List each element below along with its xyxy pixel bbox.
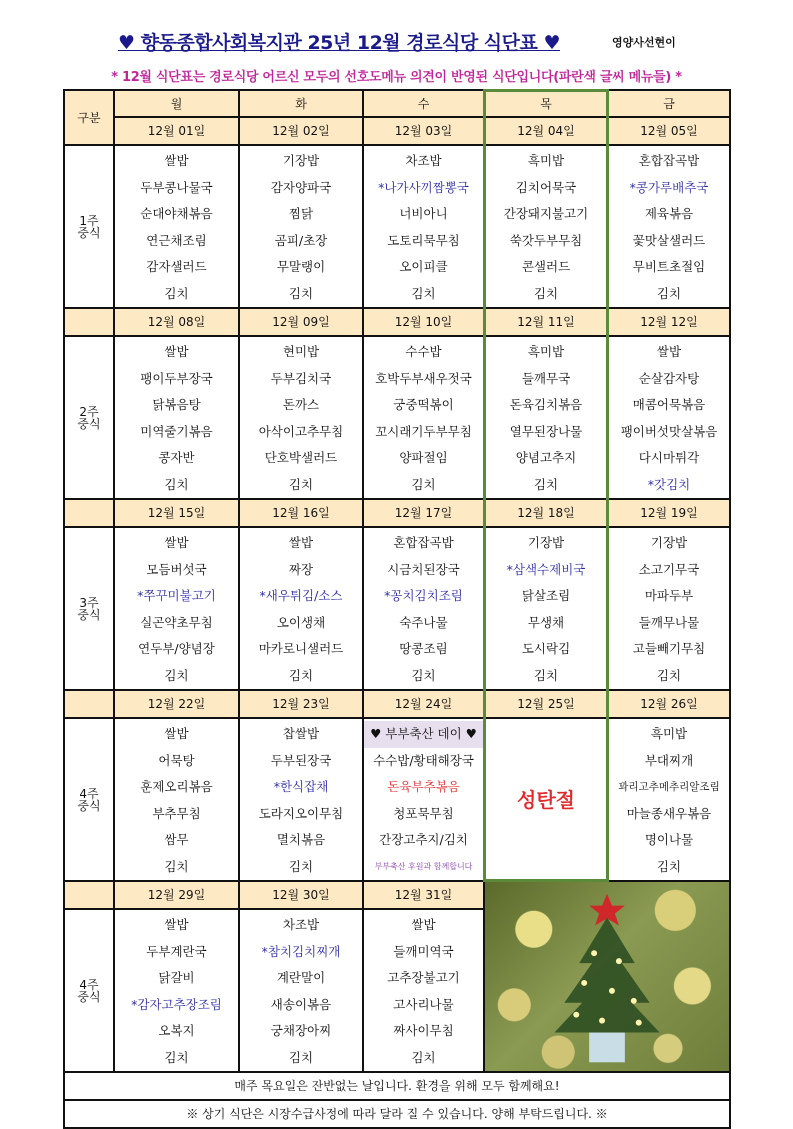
- menu-item: 김치: [411, 667, 436, 683]
- menu-item: 쌀밥: [288, 535, 314, 550]
- date-row: [64, 499, 730, 527]
- menu-item: 김치: [288, 285, 314, 301]
- header: [0, 28, 793, 58]
- menu-item: 어묵탕: [158, 752, 195, 768]
- menu-item: 명이나물: [644, 832, 694, 847]
- special-menu-item: 돈육부추볶음: [387, 779, 460, 794]
- menu-item: 쌀밥: [164, 153, 189, 168]
- date-cell: 12월 09일: [239, 308, 363, 336]
- menu-cell: [363, 718, 484, 881]
- menu-item: 멸치볶음: [276, 832, 326, 847]
- menu-item: 순살감자탕: [638, 370, 700, 386]
- preferred-menu-item: *감자고추장조림: [131, 996, 222, 1012]
- menu-item: 순대야채볶음: [140, 206, 213, 221]
- menu-item: 김치: [656, 667, 682, 683]
- menu-item: 두부김치국: [270, 370, 332, 386]
- menu-item: 흑미밥: [650, 726, 688, 741]
- day-thu: 목: [484, 90, 608, 117]
- menu-item: 두부콩나물국: [140, 179, 213, 195]
- date-cell: 12월 25일: [484, 690, 608, 718]
- menu-item: 기장밥: [650, 535, 688, 550]
- menu-item: 김치: [533, 667, 559, 683]
- menu-cell: [114, 527, 239, 690]
- holiday-label: 성탄절: [517, 787, 575, 812]
- menu-item: 짜사이무침: [393, 1023, 454, 1038]
- date-cell: 12월 22일: [114, 690, 239, 718]
- menu-cell: [239, 527, 363, 690]
- menu-item: 들깨미역국: [393, 943, 454, 959]
- holiday-cell: [484, 718, 608, 881]
- menu-item: 김치어묵국: [515, 179, 577, 195]
- menu-item: 김치: [164, 1049, 189, 1065]
- menu-item: 김치: [164, 285, 189, 301]
- menu-item: 청포묵무침: [393, 805, 454, 821]
- menu-cell: [608, 145, 730, 308]
- preferred-menu-item: *콩가루배추국: [629, 179, 709, 195]
- menu-item: 김치: [411, 476, 436, 492]
- menu-item: 돈육김치볶음: [509, 397, 583, 412]
- menu-item: 들깨무국: [521, 370, 571, 386]
- menu-item: 콩자반: [158, 450, 195, 465]
- menu-item: 찹쌀밥: [282, 726, 320, 741]
- meal-type: 중식: [77, 798, 101, 813]
- menu-cell: [114, 909, 239, 1072]
- preferred-menu-item: *쭈꾸미불고기: [137, 588, 216, 603]
- menu-cell: [114, 336, 239, 499]
- menu-change-disclaimer: ※ 상기 식단은 시장수급사정에 따라 달라 질 수 있습니다. 양해 부탁드립니다. ※: [64, 1100, 730, 1128]
- week-number: 4주: [79, 786, 99, 801]
- menu-item: 호박두부새우젓국: [375, 370, 472, 386]
- date-cell: 12월 08일: [114, 308, 239, 336]
- menu-cell: [608, 527, 730, 690]
- day-tue: 화: [239, 90, 363, 117]
- menu-item: 닭갈비: [158, 970, 195, 985]
- date-row-spacer: [64, 499, 114, 527]
- menu-item: 매콤어묵볶음: [632, 397, 706, 412]
- menu-item: 도시락김: [521, 641, 571, 656]
- date-cell: 12월 10일: [363, 308, 484, 336]
- menu-item: 김치: [288, 1049, 314, 1065]
- menu-item: 마파두부: [644, 588, 694, 603]
- menu-item: 오이피클: [399, 259, 448, 274]
- menu-item: 양파절임: [399, 450, 448, 465]
- preferred-menu-item: *나가사끼짬뽕국: [378, 179, 469, 195]
- menu-item: 현미밥: [282, 344, 320, 359]
- day-mon: 월: [114, 90, 239, 117]
- date-cell: 12월 01일: [114, 117, 239, 145]
- menu-item: 차조밥: [405, 153, 442, 168]
- menu-item: 쌀밥: [164, 344, 189, 359]
- menu-cell: [239, 909, 363, 1072]
- menu-row: [64, 527, 730, 690]
- menu-item: 쌀밥: [164, 726, 189, 741]
- date-cell: 12월 05일: [608, 117, 730, 145]
- menu-item: 곰피/초장: [274, 232, 328, 248]
- menu-cell: [608, 718, 730, 881]
- menu-item: 너비아니: [399, 206, 448, 221]
- menu-item: 수수밥: [405, 344, 442, 359]
- menu-item: 꼬시래기두부무침: [375, 423, 472, 439]
- menu-item: 흑미밥: [527, 153, 565, 168]
- menu-item: 숙주나물: [399, 614, 448, 630]
- preferred-menu-item: *참치김치찌개: [261, 943, 341, 959]
- menu-item: 찜닭: [288, 206, 314, 221]
- event-banner: [364, 721, 483, 748]
- menu-item: 오이생채: [276, 614, 326, 630]
- menu-item: 무생채: [527, 614, 565, 630]
- date-cell: 12월 02일: [239, 117, 363, 145]
- menu-item: 두부계란국: [146, 943, 207, 959]
- menu-cell: [239, 718, 363, 881]
- menu-item: 모듬버섯국: [146, 561, 207, 577]
- meal-type: 중식: [77, 225, 101, 240]
- menu-item: 쑥갓두부무침: [509, 232, 583, 248]
- preferred-menu-item: *꽁치김치조림: [384, 588, 463, 603]
- menu-item: 도토리묵무침: [387, 232, 460, 248]
- date-row-spacer: [64, 308, 114, 336]
- day-fri: 금: [608, 90, 730, 117]
- menu-row: [64, 336, 730, 499]
- menu-item: 고추장불고기: [387, 970, 460, 985]
- date-row-spacer: [64, 690, 114, 718]
- menu-item: 간장고추지/김치: [379, 832, 468, 847]
- corner-label: 구분: [64, 90, 114, 145]
- date-cell: 12월 16일: [239, 499, 363, 527]
- date-cell: 12월 24일: [363, 690, 484, 718]
- menu-item: 혼합잡곡밥: [638, 153, 700, 168]
- menu-item: 김치: [288, 476, 314, 492]
- menu-cell: [363, 145, 484, 308]
- menu-item: 혼합잡곡밥: [393, 535, 454, 550]
- menu-item: 궁채장아찌: [270, 1023, 332, 1038]
- week-label: [64, 527, 114, 690]
- menu-item: 차조밥: [282, 917, 320, 932]
- menu-row: [64, 145, 730, 308]
- menu-item: 김치: [411, 1049, 436, 1065]
- menu-item: 두부된장국: [270, 752, 332, 768]
- week-label: [64, 718, 114, 881]
- menu-item: 다시마튀각: [638, 450, 700, 465]
- preferred-menu-item: *새우튀김/소스: [259, 588, 343, 603]
- menu-item: 김치: [411, 285, 436, 301]
- menu-item: 들깨무나물: [638, 614, 700, 630]
- menu-item: 계란말이: [276, 970, 326, 985]
- date-cell: 12월 11일: [484, 308, 608, 336]
- menu-item: 훈제오리볶음: [140, 779, 213, 794]
- menu-item: 쌀밥: [411, 917, 436, 932]
- week-number: 3주: [79, 595, 99, 610]
- date-row: [64, 881, 730, 909]
- menu-item: 새송이볶음: [270, 996, 332, 1012]
- menu-item: 미역줄기볶음: [140, 423, 213, 439]
- menu-item: 감자샐러드: [146, 259, 207, 274]
- date-row: [64, 117, 730, 145]
- preference-notice: * 12월 식단표는 경로식당 어르신 모두의 선호도메뉴 의견이 반영된 식단입니다(파란색 글씨 메뉴들) *: [111, 70, 682, 85]
- menu-item: 김치: [533, 285, 559, 301]
- menu-row: [64, 718, 730, 881]
- menu-cell: [239, 145, 363, 308]
- menu-item: 짜장: [288, 561, 314, 577]
- date-row: [64, 690, 730, 718]
- preferred-menu-item: *삼색수제비국: [506, 561, 586, 577]
- week-label: [64, 336, 114, 499]
- menu-item: 땅콩조림: [399, 641, 448, 656]
- menu-item: 궁중떡볶이: [393, 397, 454, 412]
- menu-cell: [608, 336, 730, 499]
- date-cell: 12월 04일: [484, 117, 608, 145]
- week-number: 2주: [79, 404, 99, 419]
- date-cell: 12월 18일: [484, 499, 608, 527]
- menu-item: 고들빼기무침: [632, 641, 706, 656]
- menu-item: 오복지: [158, 1023, 195, 1038]
- week-label: [64, 145, 114, 308]
- date-cell: 12월 15일: [114, 499, 239, 527]
- menu-item: 마늘종새우볶음: [626, 805, 712, 821]
- menu-item: 아삭이고추무침: [258, 423, 344, 439]
- date-cell: 12월 30일: [239, 881, 363, 909]
- menu-item: 부대찌개: [644, 752, 694, 768]
- date-cell: 12월 29일: [114, 881, 239, 909]
- menu-item: 콘샐러드: [521, 259, 571, 274]
- menu-cell: [484, 145, 608, 308]
- preferred-menu-item: *한식잡채: [273, 779, 329, 794]
- date-cell: 12월 12일: [608, 308, 730, 336]
- meal-type: 중식: [77, 607, 101, 622]
- menu-cell: [363, 527, 484, 690]
- day-header-row: [64, 90, 730, 117]
- menu-item: 단호박샐러드: [264, 450, 338, 465]
- menu-item: 쌀밥: [164, 917, 189, 932]
- menu-item: 감자양파국: [270, 179, 332, 195]
- preferred-menu-item: *갓김치: [647, 476, 691, 492]
- menu-item: 돈까스: [282, 397, 320, 412]
- week-label: [64, 909, 114, 1072]
- menu-cell: [114, 718, 239, 881]
- menu-item: 실곤약초무침: [140, 614, 213, 630]
- menu-item: 김치: [656, 858, 682, 874]
- zero-waste-notice: 매주 목요일은 잔반없는 날입니다. 환경을 위해 모두 함께해요!: [64, 1072, 730, 1100]
- menu-item: 김치: [288, 667, 314, 683]
- menu-item: 닭살조림: [521, 588, 571, 603]
- menu-item: 쌀밥: [164, 535, 189, 550]
- menu-item: 연두부/양념장: [138, 641, 215, 656]
- menu-item: 간장돼지불고기: [503, 206, 589, 221]
- menu-item: 수수밥/황태해장국: [373, 752, 474, 768]
- date-cell: 12월 03일: [363, 117, 484, 145]
- menu-item: 무비트초절임: [632, 259, 706, 274]
- menu-cell: [114, 145, 239, 308]
- menu-item: 김치: [164, 476, 189, 492]
- date-cell: 12월 19일: [608, 499, 730, 527]
- menu-item: 기장밥: [527, 535, 565, 550]
- footer-row: [64, 1072, 730, 1100]
- menu-item: 김치: [288, 858, 314, 874]
- menu-item: 쌈무: [164, 832, 189, 847]
- menu-item: 고사리나물: [393, 996, 454, 1012]
- menu-item: 기장밥: [282, 153, 320, 168]
- meal-type: 중식: [77, 989, 101, 1004]
- christmas-tree-icon: [485, 883, 729, 1068]
- menu-item: 도라지오이무침: [258, 805, 344, 821]
- author-label: 영양사선현이: [612, 36, 676, 49]
- menu-cell: [363, 909, 484, 1072]
- menu-cell: [484, 336, 608, 499]
- menu-item: 꽃맛살샐러드: [632, 232, 706, 248]
- menu-item: 양념고추지: [515, 450, 577, 465]
- menu-item: 흑미밥: [527, 344, 565, 359]
- menu-item: 김치: [656, 285, 682, 301]
- menu-cell: [239, 336, 363, 499]
- event-title: ♥ 부부축산 데이 ♥: [370, 726, 477, 741]
- menu-item: 열무된장나물: [509, 423, 583, 439]
- menu-item: 쌀밥: [656, 344, 682, 359]
- menu-item: 부추무침: [152, 805, 201, 821]
- menu-table: [63, 89, 731, 1129]
- menu-item: 꽈리고추메추리알조림: [618, 781, 720, 793]
- week-number: 4주: [79, 977, 99, 992]
- date-cell: 12월 17일: [363, 499, 484, 527]
- menu-item: 팽이두부장국: [140, 370, 213, 386]
- date-cell: 12월 23일: [239, 690, 363, 718]
- day-wed: 수: [363, 90, 484, 117]
- menu-item: 김치: [164, 667, 189, 683]
- week-number: 1주: [79, 213, 99, 228]
- menu-item: 연근채조림: [146, 232, 207, 248]
- date-row-spacer: [64, 881, 114, 909]
- menu-item: 마카로니샐러드: [258, 641, 344, 656]
- menu-item: 김치: [533, 476, 559, 492]
- sponsor-note: 부부축산 후원과 함께합니다: [374, 861, 473, 871]
- date-cell: 12월 31일: [363, 881, 484, 909]
- menu-item: 닭볶음탕: [152, 397, 201, 412]
- christmas-tree-image: [484, 881, 730, 1072]
- menu-cell: [363, 336, 484, 499]
- footer-row: [64, 1100, 730, 1128]
- date-cell: 12월 26일: [608, 690, 730, 718]
- menu-item: 무말랭이: [276, 259, 326, 274]
- page-title: ♥ 향동종합사회복지관 25년 12월 경로식당 식단표 ♥: [118, 32, 561, 54]
- menu-item: 제육볶음: [644, 206, 694, 221]
- menu-cell: [484, 527, 608, 690]
- menu-item: 김치: [164, 858, 189, 874]
- menu-item: 팽이버섯맛살볶음: [620, 423, 718, 439]
- meal-type: 중식: [77, 416, 101, 431]
- menu-item: 시금치된장국: [387, 561, 460, 577]
- date-row: [64, 308, 730, 336]
- menu-item: 소고기무국: [638, 561, 700, 577]
